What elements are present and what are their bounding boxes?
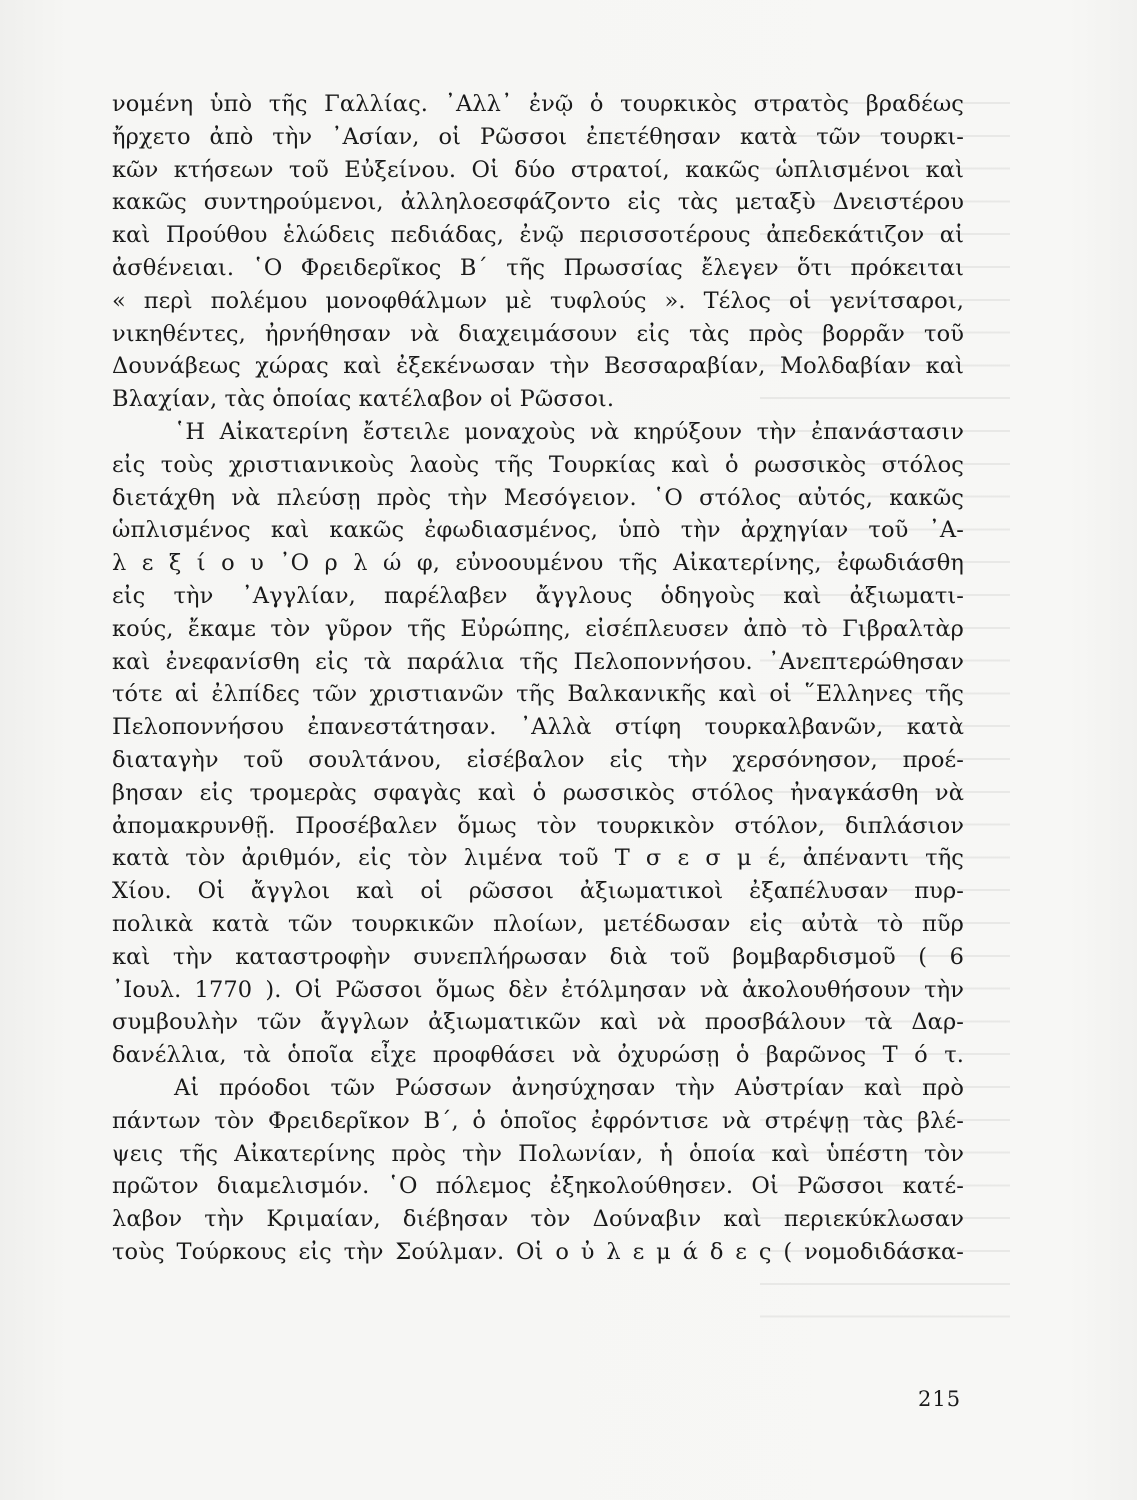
text-line: λαβον τὴν Κριμαίαν, διέβησαν τὸν Δούναβιν καὶ περιεκύκλωσαν (112, 1206, 964, 1233)
text-line: βησαν εἰς τρομερὰς σφαγὰς καὶ ὁ ρωσσικὸς στόλος ἠναγκάσθη νὰ (112, 779, 964, 806)
text-line: συμβουλὴν τῶν ἄγγλων ἀξιωματικῶν καὶ νὰ προσβάλουν τὰ Δαρ- (112, 1009, 964, 1036)
text-line: δανέλλια, τὰ ὁποῖα εἶχε προφθάσει νὰ ὀχυρώσῃ ὁ βαρῶνος Τ ό τ. (112, 1042, 964, 1069)
text-line: ψεις τῆς Αἰκατερίνης πρὸς τὴν Πολωνίαν, ἡ ὁποία καὶ ὑπέστη τὸν (112, 1140, 964, 1167)
text-line: πρῶτον διαμελισμόν. ῾Ο πόλεμος ἐξηκολούθησεν. Οἱ Ρῶσσοι κατέ- (112, 1173, 964, 1200)
text-line: εἰς τὴν ᾿Αγγλίαν, παρέλαβεν ἄγγλους ὁδηγοὺς καὶ ἀξιωματι- (112, 582, 964, 609)
page-number: 215 (918, 1387, 962, 1411)
text-line: τοὺς Τούρκους εἰς τὴν Σούλμαν. Οἱ ο ὐ λ ε μ ά δ ε ς ( νομοδιδάσκα- (112, 1238, 964, 1265)
text-line: νομένη ὑπὸ τῆς Γαλλίας. ᾿Αλλ᾿ ἐνῷ ὁ τουρκικὸς στρατὸς βραδέως (112, 91, 964, 117)
text-line: ὡπλισμένος καὶ κακῶς ἐφωδιασμένος, ὑπὸ τὴν ἀρχηγίαν τοῦ ᾿Α- (112, 517, 964, 544)
text-line: ἀσθένειαι. ῾Ο Φρειδερῖκος Β΄ τῆς Πρωσσίας ἔλεγεν ὅτι πρόκειται (112, 254, 964, 281)
text-line: Δουνάβεως χώρας καὶ ἐξεκένωσαν τὴν Βεσσαραβίαν, Μολδαβίαν καὶ (112, 353, 964, 380)
text-line: « περὶ πολέμου μονοφθάλμων μὲ τυφλούς ». Τέλος οἱ γενίτσαροι, (112, 287, 964, 314)
text-line: Βλαχίαν, τὰς ὁποίας κατέλαβον οἱ Ρῶσσοι. (112, 386, 615, 413)
text-line: νικηθέντες, ἠρνήθησαν νὰ διαχειμάσουν εἰς τὰς πρὸς βορρᾶν τοῦ (112, 320, 964, 347)
text-line: πολικὰ κατὰ τῶν τουρκικῶν πλοίων, μετέδωσαν εἰς αὐτὰ τὸ πῦρ (112, 910, 964, 937)
body-text (112, 88, 964, 1269)
text-line: Χίου. Οἱ ἄγγλοι καὶ οἱ ρῶσσοι ἀξιωματικοὶ ἐξαπέλυσαν πυρ- (112, 878, 964, 905)
text-line: καὶ ἐνεφανίσθη εἰς τὰ παράλια τῆς Πελοποννήσου. ᾿Ανεπτερώθησαν (112, 648, 964, 675)
text-line: εἰς τοὺς χριστιανικοὺς λαοὺς τῆς Τουρκίας καὶ ὁ ρωσσικὸς στόλος (112, 451, 964, 478)
text-line: διετάχθη νὰ πλεύσῃ πρὸς τὴν Μεσόγειον. ῾Ο στόλος αὐτός, κακῶς (112, 484, 964, 511)
text-line: κατὰ τὸν ἀριθμόν, εἰς τὸν λιμένα τοῦ Τ σ ε σ μ έ, ἀπέναντι τῆς (112, 845, 964, 872)
text-line: Πελοποννήσου ἐπανεστάτησαν. ᾿Αλλὰ στίφη τουρκαλβανῶν, κατὰ (112, 714, 964, 741)
text-line: ᾿Ιουλ. 1770 ). Οἱ Ρῶσσοι ὅμως δὲν ἐτόλμησαν νὰ ἀκολουθήσουν τὴν (112, 976, 964, 1003)
text-line: διαταγὴν τοῦ σουλτάνου, εἰσέβαλον εἰς τὴν χερσόνησον, προέ- (112, 746, 964, 773)
text-line: πάντων τὸν Φρειδερῖκον Β΄, ὁ ὁποῖος ἐφρόντισε νὰ στρέψῃ τὰς βλέ- (112, 1107, 964, 1134)
text-line: Αἱ πρόοδοι τῶν Ρώσσων ἀνησύχησαν τὴν Αὐστρίαν καὶ πρὸ (174, 1074, 964, 1101)
text-line: κούς, ἔκαμε τὸν γῦρον τῆς Εὐρώπης, εἰσέπλευσεν ἀπὸ τὸ Γιβραλτὰρ (112, 615, 964, 642)
text-line: τότε αἱ ἐλπίδες τῶν χριστιανῶν τῆς Βαλκανικῆς καὶ οἱ ῞Ελληνες τῆς (112, 681, 964, 708)
text-line: κακῶς συντηρούμενοι, ἀλληλοεσφάζοντο εἰς τὰς μεταξὺ Δνειστέρου (112, 189, 964, 216)
text-line: ἀπομακρυνθῇ. Προσέβαλεν ὅμως τὸν τουρκικὸν στόλον, διπλάσιον (112, 812, 964, 839)
text-line: κῶν κτήσεων τοῦ Εὐξείνου. Οἱ δύο στρατοί, κακῶς ὡπλισμένοι καὶ (112, 156, 964, 183)
text-line: ἤρχετο ἀπὸ τὴν ᾿Ασίαν, οἱ Ρῶσσοι ἐπετέθησαν κατὰ τῶν τουρκι- (112, 123, 964, 150)
text-line: ῾Η Αἰκατερίνη ἔστειλε μοναχοὺς νὰ κηρύξουν τὴν ἐπανάστασιν (174, 418, 964, 445)
text-line: καὶ Προύθου ἑλώδεις πεδιάδας, ἐνῷ περισσοτέρους ἀπεδεκάτιζον αἱ (112, 222, 964, 249)
text-line: λ ε ξ ί ο υ ᾿Ο ρ λ ώ φ, εὐνοουμένου τῆς Αἰκατερίνης, ἐφωδιάσθη (112, 550, 964, 577)
text-line: καὶ τὴν καταστροφὴν συνεπλήρωσαν διὰ τοῦ βομβαρδισμοῦ ( 6 (112, 943, 964, 970)
